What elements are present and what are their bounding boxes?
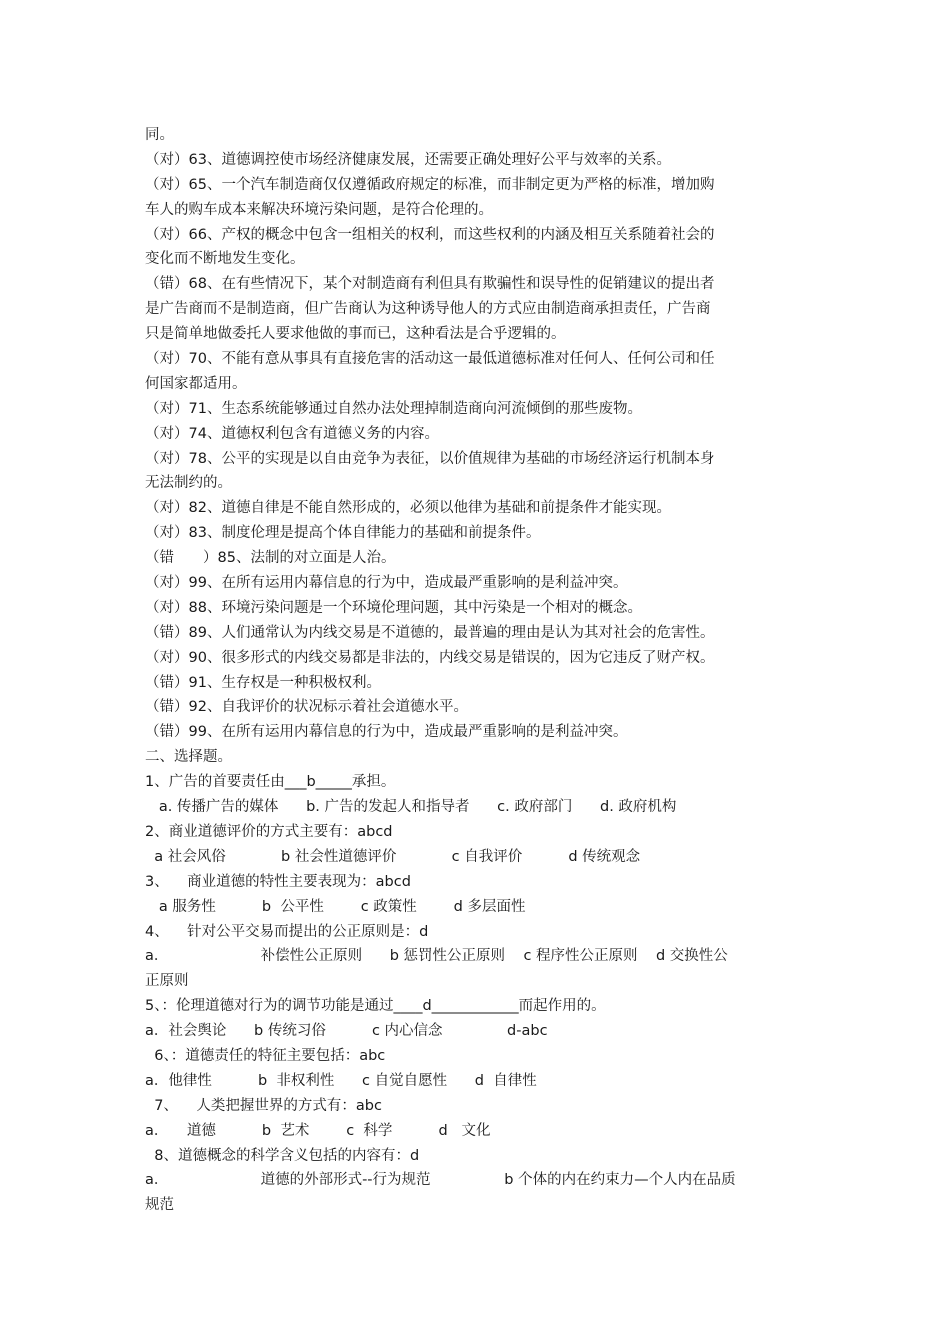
text-line: 何国家都适用。 [145, 375, 247, 392]
text-line: 4、 针对公平交易而提出的公正原则是：d [145, 923, 429, 940]
text-line: a． 道德 b 艺术 c 科学 d 文化 [145, 1122, 491, 1139]
text-line: 7、 人类把握世界的方式有：abc [145, 1097, 382, 1114]
text-line: a． 补偿性公正原则 b 惩罚性公正原则 c 程序性公正原则 d 交换性公 [145, 948, 728, 965]
text-line: （对）71、生态系统能够通过自然办法处理掉制造商向河流倾倒的那些废物。 [145, 400, 642, 417]
text-line: （对）70、不能有意从事具有直接危害的活动这一最低道德标准对任何人、任何公司和任 [145, 351, 715, 368]
text-line: a 社会风俗 b 社会性道德评价 c 自我评价 d 传统观念 [145, 848, 641, 865]
text-line: 车人的购车成本来解决环境污染问题，是符合伦理的。 [145, 201, 493, 218]
text-line: （错）91、生存权是一种积极权利。 [145, 674, 381, 691]
text-line: （对）83、制度伦理是提高个体自律能力的基础和前提条件。 [145, 525, 541, 542]
text-line: （错）89、人们通常认为内线交易是不道德的，最普遍的理由是认为其对社会的危害性。 [145, 624, 715, 641]
text-line: 无法制约的。 [145, 475, 232, 492]
text-line: （对）74、道德权利包含有道德义务的内容。 [145, 425, 439, 442]
text-line: 同。 [145, 127, 174, 143]
text-line: （对）78、公平的实现是以自由竞争为表征，以价值规律为基础的市场经济运行机制本身 [145, 450, 715, 467]
text-line: （对）82、道德自律是不能自然形成的，必须以他律为基础和前提条件才能实现。 [145, 500, 671, 517]
text-line: 2、商业道德评价的方式主要有：abcd [145, 823, 393, 840]
text-line: 正原则 [145, 973, 189, 990]
text-line: （对）99、在所有运用内幕信息的行为中，造成最严重影响的是利益冲突。 [145, 575, 628, 592]
text-line: 5、：伦理道德对行为的调节功能是通过____d____________而起作用的。 [145, 998, 606, 1015]
text-line: 是广告商而不是制造商，但广告商认为这种诱导他人的方式应由制造商承担责任，广告商 [145, 301, 711, 318]
text-line: 3、 商业道德的特性主要表现为：abcd [145, 873, 411, 890]
text-line: a．社会舆论 b 传统习俗 c 内心信念 d-abc [145, 1023, 548, 1040]
text-line: a. 传播广告的媒体 b. 广告的发起人和指导者 c. 政府部门 d. 政府机构 [145, 799, 677, 816]
text-line: 8、道德概念的科学含义包括的内容有：d [145, 1147, 420, 1164]
text-line: （对）66、产权的概念中包含一组相关的权利，而这些权利的内涵及相互关系随着社会的 [145, 226, 715, 243]
text-line: （对）88、环境污染问题是一个环境伦理问题，其中污染是一个相对的概念。 [145, 599, 642, 616]
text-line: （错 ）85、法制的对立面是人治。 [145, 550, 396, 567]
document-body [145, 123, 810, 1218]
text-line: （对）90、很多形式的内线交易都是非法的，内线交易是错误的，因为它违反了财产权。 [145, 649, 715, 666]
text-line: 6、：道德责任的特征主要包括：abc [145, 1047, 386, 1064]
text-line: 变化而不断地发生变化。 [145, 251, 305, 268]
text-line: （错）99、在所有运用内幕信息的行为中，造成最严重影响的是利益冲突。 [145, 724, 628, 741]
text-line: 只是简单地做委托人要求他做的事而已，这种看法是合乎逻辑的。 [145, 326, 566, 343]
text-line: a． 道德的外部形式--行为规范 b 个体的内在约束力—个人内在品质 [145, 1172, 736, 1189]
text-line: （对）65、一个汽车制造商仅仅遵循政府规定的标准，而非制定更为严格的标准，增加购 [145, 176, 715, 193]
text-line: 二、选择题。 [145, 749, 232, 766]
text-line: 规范 [145, 1197, 174, 1214]
text-line: （错）68、在有些情况下，某个对制造商有利但具有欺骗性和误导性的促销建议的提出者 [145, 276, 715, 293]
text-line: （错）92、自我评价的状况标示着社会道德水平。 [145, 699, 468, 716]
text-line: （对）63、道德调控使市场经济健康发展，还需要正确处理好公平与效率的关系。 [145, 151, 671, 168]
text-line: a．他律性 b 非权利性 c 自觉自愿性 d 自律性 [145, 1072, 537, 1089]
text-line: 1、广告的首要责任由___b_____承担。 [145, 774, 396, 791]
text-line: a 服务性 b 公平性 c 政策性 d 多层面性 [145, 898, 526, 915]
